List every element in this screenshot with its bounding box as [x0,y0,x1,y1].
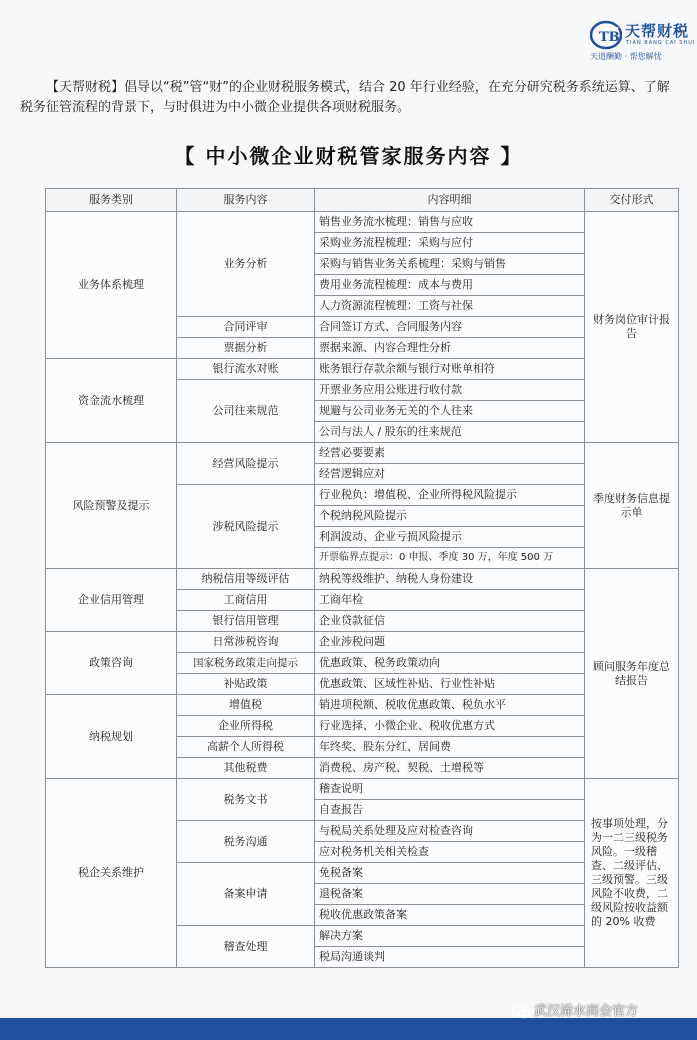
detail-cell: 公司与法人 / 股东的往来规范 [315,422,585,443]
category-cell: 业务体系梳理 [46,212,177,359]
category-cell: 企业信用管理 [46,569,177,632]
header-service: 服务内容 [177,189,315,212]
category-cell: 纳税规划 [46,695,177,779]
detail-cell: 经营逻辑应对 [315,464,585,485]
detail-cell: 企业贷款征信 [315,611,585,632]
detail-cell: 票据来源、内容合理性分析 [315,338,585,359]
detail-cell: 税收优惠政策备案 [315,905,585,926]
service-cell: 国家税务政策走向提示 [177,653,315,674]
service-cell: 合同评审 [177,317,315,338]
bottom-bar [0,1018,697,1040]
service-cell: 备案申请 [177,863,315,926]
intro-paragraph: 【天帮财税】倡导以“税”管“财”的企业财税服务模式，结合 20 年行业经验，在充分研究税务系统运算、了解税务征管流程的背景下，与时俱进为中小微企业提供各项财税服务。 [20,80,670,115]
category-cell: 资金流水梳理 [46,359,177,443]
wechat-icon [512,1005,530,1019]
detail-cell: 税局沟通谈判 [315,947,585,968]
service-cell: 银行信用管理 [177,611,315,632]
detail-cell: 经营必要要素 [315,443,585,464]
logo-mark-icon [590,20,622,50]
service-cell: 业务分析 [177,212,315,317]
service-cell: 其他税费 [177,758,315,779]
delivery-cell: 按事项处理，分为一二三级税务风险。一级稽查、二级评估、三级预警。三级风险不收费，二级风险按收益额的 20% 收费 [585,779,679,968]
table-header-row [46,189,679,212]
delivery-cell: 顾问服务年度总结报告 [585,569,679,779]
detail-cell: 费用业务流程梳理：成本与费用 [315,275,585,296]
service-cell: 工商信用 [177,590,315,611]
category-cell: 风险预警及提示 [46,443,177,569]
detail-cell: 免税备案 [315,863,585,884]
detail-cell: 开票临界点提示：0 申报、季度 30 万，年度 500 万 [315,548,585,569]
detail-cell: 个税纳税风险提示 [315,506,585,527]
table-row [46,212,679,233]
brand-logo [588,18,696,62]
table-row [46,359,679,380]
service-cell: 补贴政策 [177,674,315,695]
header-detail: 内容明细 [315,189,585,212]
watermark-text: 武汉浠水商会官方 [534,1004,639,1019]
table-row [46,695,679,716]
detail-cell: 优惠政策、税务政策动向 [315,653,585,674]
detail-cell: 工商年检 [315,590,585,611]
detail-cell: 年终奖、股东分红、居间费 [315,737,585,758]
watermark [512,1000,638,1019]
detail-cell: 行业选择、小微企业、税收优惠方式 [315,716,585,737]
service-cell: 税务文书 [177,779,315,821]
detail-cell: 优惠政策、区域性补贴、行业性补贴 [315,674,585,695]
detail-cell: 采购与销售业务关系梳理：采购与销售 [315,254,585,275]
service-cell: 稽查处理 [177,926,315,968]
brand-name: 天帮财税 [625,22,690,40]
service-cell: 税务沟通 [177,821,315,863]
brand-subtitle: TIAN BANG CAI SHUI [626,40,696,46]
detail-cell: 应对税务机关相关检查 [315,842,585,863]
service-cell: 增值税 [177,695,315,716]
service-cell: 经营风险提示 [177,443,315,485]
detail-cell: 账务银行存款余额与银行对账单相符 [315,359,585,380]
service-cell: 日常涉税咨询 [177,632,315,653]
detail-cell: 人力资源流程梳理：工资与社保 [315,296,585,317]
detail-cell: 消费税、房产税、契税、土增税等 [315,758,585,779]
detail-cell: 解决方案 [315,926,585,947]
service-cell: 银行流水对账 [177,359,315,380]
detail-cell: 合同签订方式、合同服务内容 [315,317,585,338]
detail-cell: 开票业务应用公账进行收付款 [315,380,585,401]
service-cell: 高薪个人所得税 [177,737,315,758]
detail-cell: 退税备案 [315,884,585,905]
header-delivery: 交付形式 [585,189,679,212]
service-cell: 企业所得税 [177,716,315,737]
header-category: 服务类别 [46,189,177,212]
table-row [46,779,679,800]
detail-cell: 采购业务流程梳理：采购与应付 [315,233,585,254]
table-row [46,569,679,590]
service-cell: 涉税风险提示 [177,485,315,569]
service-cell: 纳税信用等级评估 [177,569,315,590]
detail-cell: 与税局关系处理及应对检查咨询 [315,821,585,842]
brand-slogan: 天道酬勤 · 帮您解忧 [590,52,662,61]
detail-cell: 纳税等级维护、纳税人身份建设 [315,569,585,590]
detail-cell: 销售业务流水梳理：销售与应收 [315,212,585,233]
delivery-cell: 财务岗位审计报告 [585,212,679,443]
page-title: 【 中小微企业财税管家服务内容 】 [174,144,523,168]
detail-cell: 行业税负：增值税、企业所得税风险提示 [315,485,585,506]
table-row [46,443,679,464]
delivery-cell: 季度财务信息提示单 [585,443,679,569]
detail-cell: 企业涉税问题 [315,632,585,653]
detail-cell: 销进项税额、税收优惠政策、税负水平 [315,695,585,716]
table-row [46,632,679,653]
detail-cell: 规避与公司业务无关的个人往来 [315,401,585,422]
service-table [45,188,679,968]
category-cell: 税企关系维护 [46,779,177,968]
detail-cell: 利润波动、企业亏损风险提示 [315,527,585,548]
detail-cell: 稽查说明 [315,779,585,800]
detail-cell: 自查报告 [315,800,585,821]
service-cell: 公司往来规范 [177,380,315,443]
category-cell: 政策咨询 [46,632,177,695]
svg-text:TB: TB [599,30,620,45]
service-cell: 票据分析 [177,338,315,359]
